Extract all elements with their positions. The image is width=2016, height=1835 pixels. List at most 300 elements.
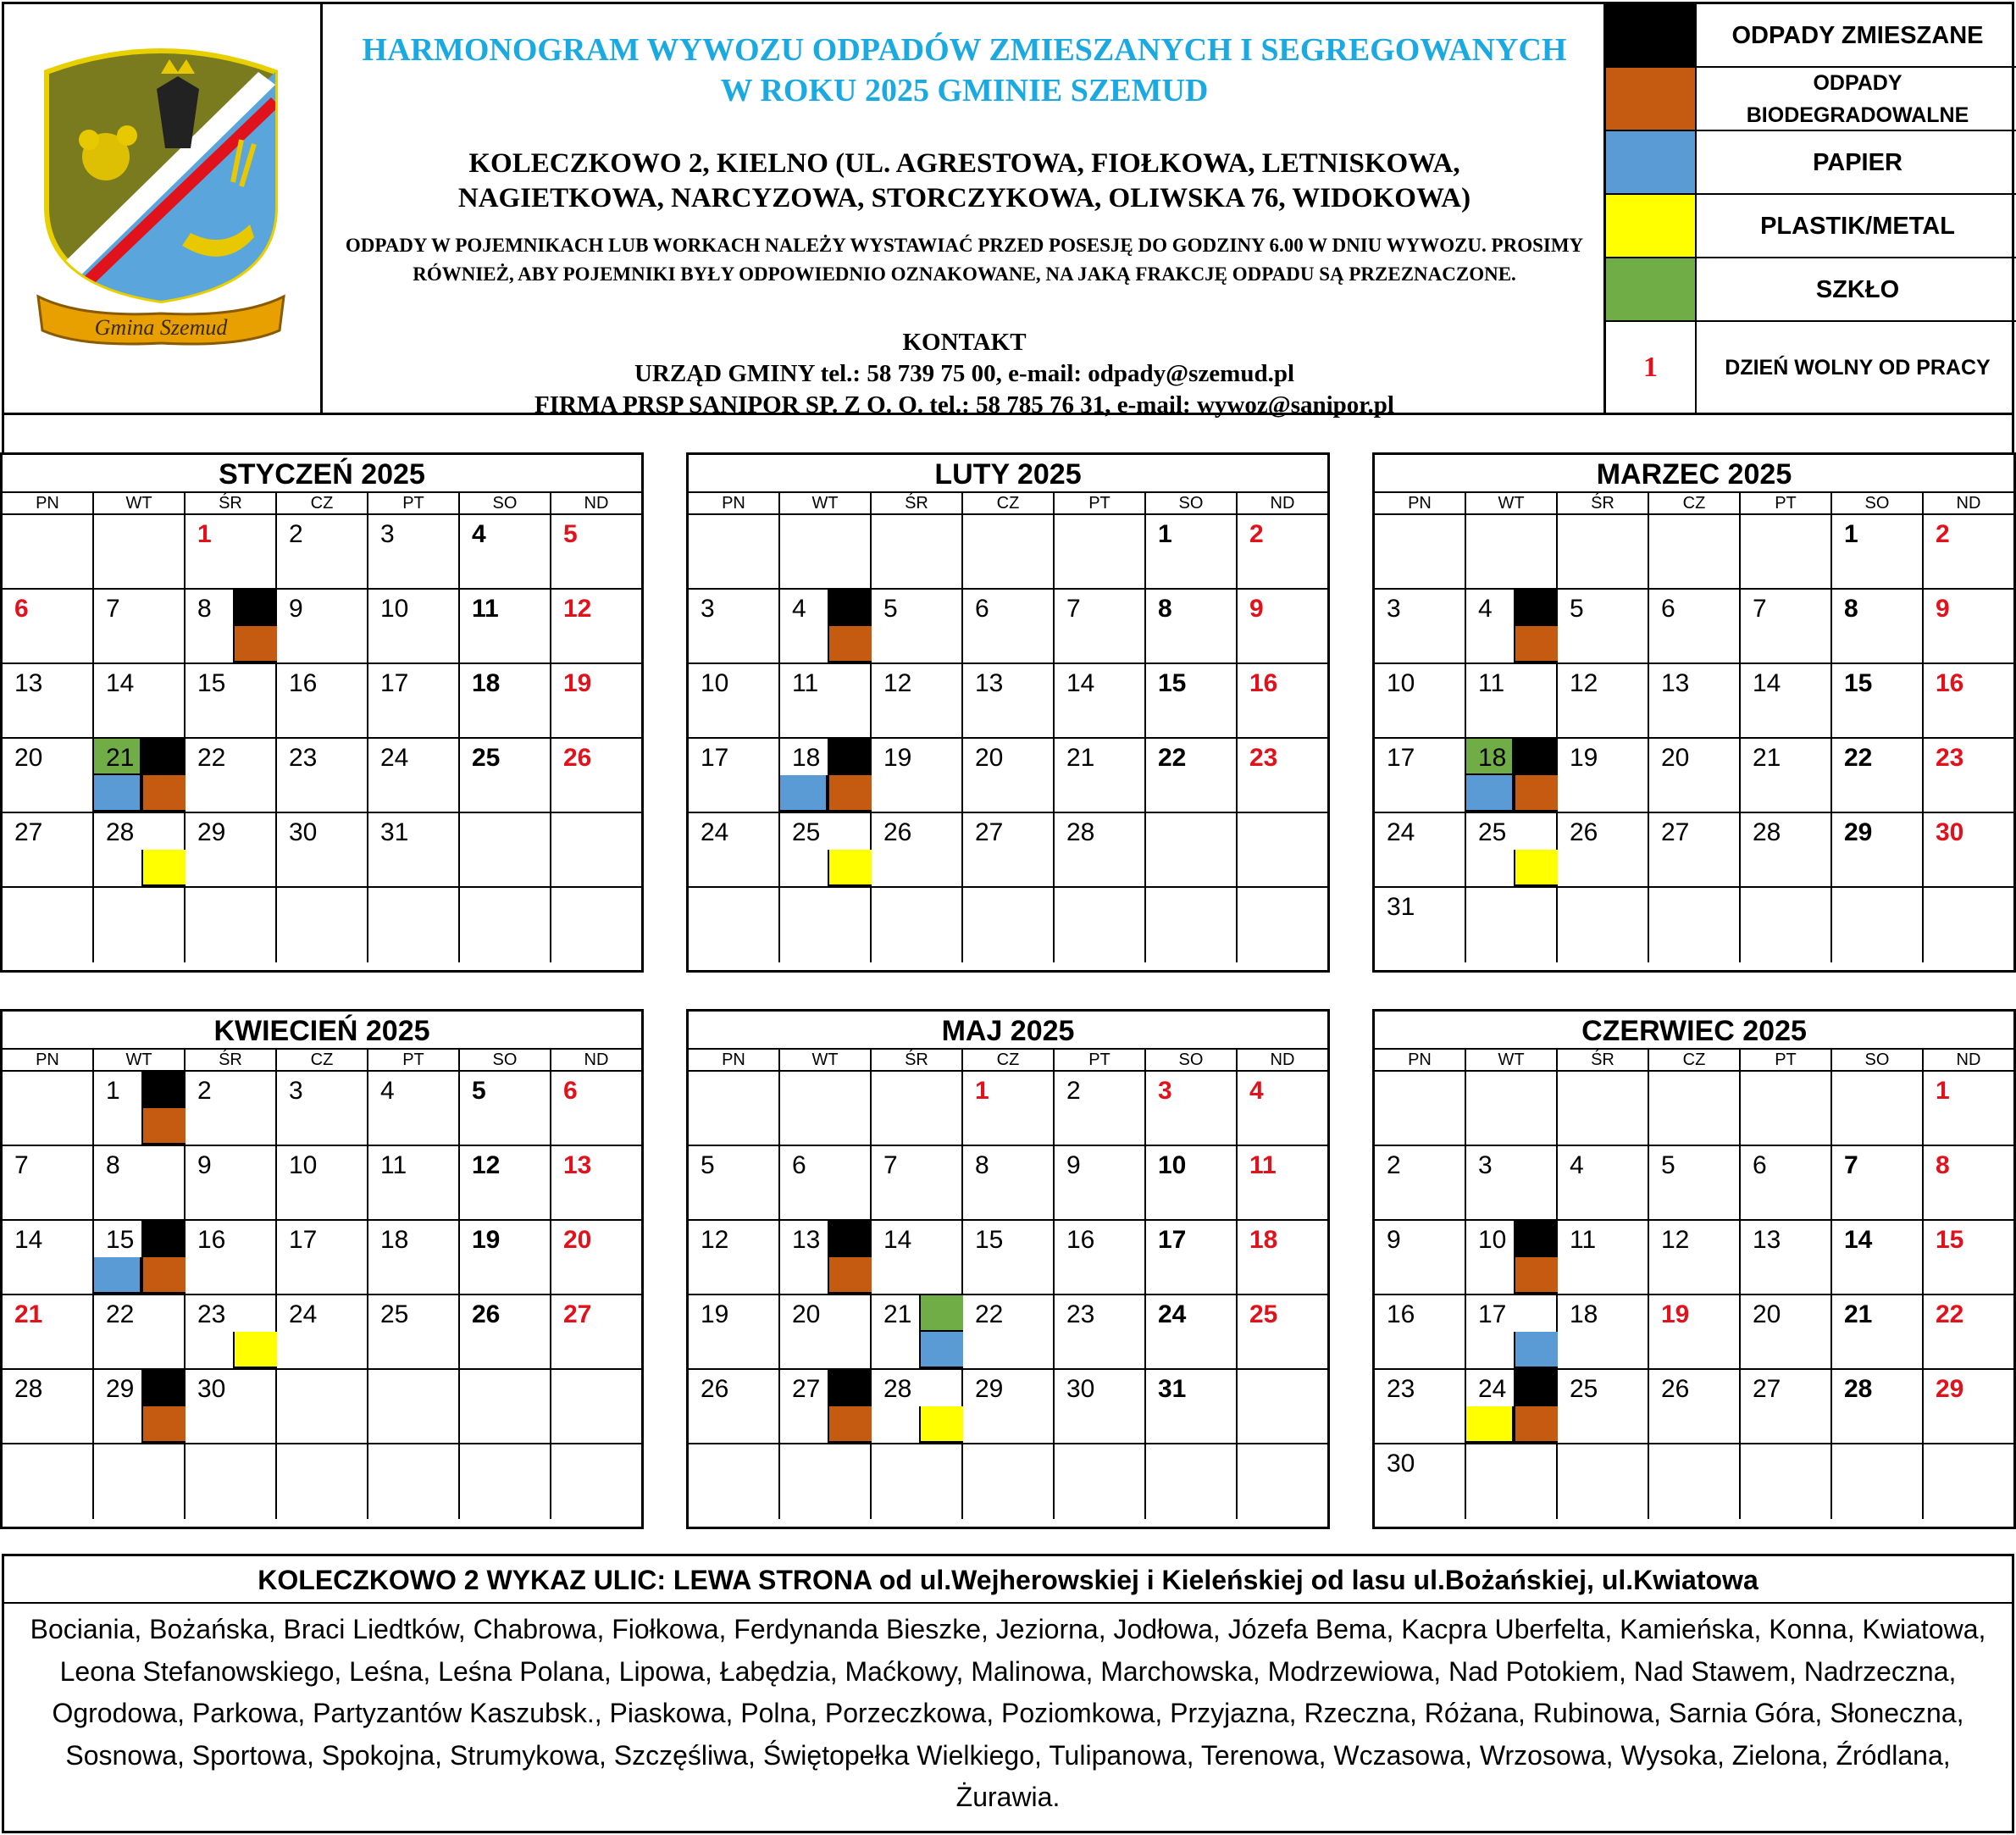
day-number: 16 bbox=[289, 669, 318, 697]
day-cell bbox=[689, 664, 780, 739]
notice-text: ODPADY W POJEMNIKACH LUB WORKACH NALEŻY WYSTAWIAĆ PRZED POSESJĘ DO GODZINY 6.00 W DNIU WYWOZU. PROSIMY RÓWNIEŻ, ABY POJEMNIKI BYŁY ODPOWIEDNIO OZNAKOWANE, NA JAKĄ FRAKCJĘ ODPADU SĄ PRZEZNACZONE. bbox=[345, 235, 1584, 285]
day-cell bbox=[1558, 1295, 1649, 1370]
day-cell bbox=[186, 1221, 277, 1295]
month-title: STYCZEŃ 2025 bbox=[3, 455, 641, 493]
day-cell bbox=[551, 1072, 641, 1146]
day-cell bbox=[1466, 1072, 1558, 1146]
day-number: 13 bbox=[14, 669, 43, 697]
weekday-label: PT bbox=[368, 493, 460, 513]
day-cell bbox=[186, 739, 277, 813]
day-cell bbox=[1238, 1370, 1327, 1444]
day-cell bbox=[277, 590, 368, 664]
day-cell bbox=[551, 590, 641, 664]
day-cell bbox=[1466, 739, 1558, 813]
day-cell bbox=[3, 813, 94, 888]
day-cell bbox=[368, 1444, 460, 1519]
day-number: 23 bbox=[1066, 1300, 1095, 1328]
day-cell bbox=[1466, 1146, 1558, 1221]
day-cell bbox=[3, 739, 94, 813]
day-number: 13 bbox=[563, 1151, 592, 1179]
day-cell bbox=[1055, 1444, 1146, 1519]
day-cell bbox=[1832, 888, 1924, 962]
day-number: 26 bbox=[883, 818, 912, 846]
day-number: 28 bbox=[883, 1375, 912, 1403]
day-cell bbox=[277, 813, 368, 888]
day-number: 28 bbox=[14, 1375, 43, 1403]
month-title: CZERWIEC 2025 bbox=[1375, 1012, 2013, 1050]
day-cell bbox=[1055, 1221, 1146, 1295]
day-number: 9 bbox=[289, 595, 303, 623]
weekday-label: WT bbox=[780, 493, 872, 513]
title-line-2: W ROKU 2025 GMINIE SZEMUD bbox=[720, 73, 1209, 108]
day-number: 21 bbox=[1844, 1300, 1873, 1328]
day-cell bbox=[1832, 1221, 1924, 1295]
address-line-1: KOLECZKOWO 2, KIELNO (UL. AGRESTOWA, FIOŁKOWA, LETNISKOWA, bbox=[468, 148, 1460, 179]
day-cell bbox=[872, 1295, 963, 1370]
day-cell bbox=[1055, 515, 1146, 590]
day-cell bbox=[1466, 1370, 1558, 1444]
day-number: 20 bbox=[563, 1226, 592, 1254]
day-cell bbox=[1375, 590, 1466, 664]
legend-label-glass: SZKŁO bbox=[1815, 275, 1900, 303]
day-cell bbox=[551, 1370, 641, 1444]
day-cell bbox=[3, 1221, 94, 1295]
day-cell bbox=[1146, 1221, 1238, 1295]
day-cell bbox=[1649, 1221, 1741, 1295]
collection-mark-bio bbox=[141, 1108, 186, 1145]
weekday-header bbox=[689, 1050, 1327, 1072]
day-number: 26 bbox=[701, 1375, 729, 1403]
day-cell bbox=[3, 1370, 94, 1444]
day-cell bbox=[1924, 1146, 2013, 1221]
day-cell bbox=[1558, 739, 1649, 813]
day-number: 21 bbox=[14, 1300, 43, 1328]
day-cell bbox=[1832, 1295, 1924, 1370]
collection-mark-bio bbox=[1514, 1257, 1558, 1294]
day-cell bbox=[1375, 1221, 1466, 1295]
day-number: 8 bbox=[975, 1151, 989, 1179]
day-cell bbox=[780, 664, 872, 739]
day-number: 3 bbox=[1478, 1151, 1493, 1179]
weekday-header bbox=[3, 493, 641, 515]
day-number: 10 bbox=[701, 669, 729, 697]
day-cell bbox=[963, 664, 1055, 739]
day-cell bbox=[3, 590, 94, 664]
day-cell bbox=[1466, 1295, 1558, 1370]
day-cell bbox=[1146, 1444, 1238, 1519]
day-cell bbox=[277, 1146, 368, 1221]
day-number: 21 bbox=[106, 744, 135, 772]
weekday-label: ŚR bbox=[186, 1050, 277, 1070]
legend-row-holiday bbox=[1606, 322, 2016, 413]
day-cell bbox=[1146, 664, 1238, 739]
day-number: 18 bbox=[1249, 1226, 1278, 1254]
day-number: 29 bbox=[1844, 818, 1873, 846]
day-number: 22 bbox=[1158, 744, 1187, 772]
street-list-title: KOLECZKOWO 2 WYKAZ ULIC: LEWA STRONA od ul.Wejherowskiej i Kieleńskiej od lasu ul.Bożańskiej, ul.Kwiatowa bbox=[4, 1556, 2012, 1604]
day-cell bbox=[1466, 664, 1558, 739]
day-cell bbox=[963, 739, 1055, 813]
day-number: 5 bbox=[883, 595, 898, 623]
day-cell bbox=[780, 739, 872, 813]
day-number: 19 bbox=[472, 1226, 501, 1254]
day-number: 9 bbox=[1249, 595, 1264, 623]
day-number: 11 bbox=[1478, 669, 1505, 697]
day-number: 11 bbox=[472, 595, 499, 623]
day-number: 31 bbox=[1387, 893, 1415, 921]
weekday-label: ND bbox=[1956, 494, 1981, 513]
calendar-march bbox=[1372, 452, 2016, 973]
day-cell bbox=[368, 739, 460, 813]
day-number: 30 bbox=[197, 1375, 226, 1403]
legend-swatch-paper bbox=[1606, 131, 1697, 193]
day-cell bbox=[1375, 888, 1466, 962]
collection-mark-mixed bbox=[828, 1370, 872, 1406]
day-cell bbox=[689, 1370, 780, 1444]
day-number: 30 bbox=[289, 818, 318, 846]
day-cell bbox=[186, 590, 277, 664]
title-line-1: HARMONOGRAM WYWOZU ODPADÓW ZMIESZANYCH I SEGREGOWANYCH bbox=[362, 32, 1567, 68]
day-cell bbox=[368, 590, 460, 664]
legend-row-glass bbox=[1606, 258, 2016, 322]
day-number: 6 bbox=[563, 1077, 578, 1105]
day-cell bbox=[551, 515, 641, 590]
collection-mark-mixed bbox=[233, 590, 277, 626]
day-cell bbox=[1924, 1072, 2013, 1146]
day-cell bbox=[277, 739, 368, 813]
day-cell bbox=[963, 1072, 1055, 1146]
day-number: 7 bbox=[106, 595, 120, 623]
day-cell bbox=[551, 1444, 641, 1519]
day-number: 3 bbox=[1158, 1077, 1172, 1105]
day-cell bbox=[1741, 1221, 1832, 1295]
month-title: KWIECIEŃ 2025 bbox=[3, 1012, 641, 1050]
day-number: 26 bbox=[1661, 1375, 1690, 1403]
day-number: 24 bbox=[1478, 1375, 1507, 1403]
day-cell bbox=[460, 813, 551, 888]
weekday-label: ND bbox=[1956, 1051, 1981, 1069]
day-number: 23 bbox=[1387, 1375, 1415, 1403]
day-cell bbox=[1741, 813, 1832, 888]
collection-mark-paper bbox=[919, 1332, 963, 1368]
day-number: 16 bbox=[197, 1226, 226, 1254]
day-number: 10 bbox=[1387, 669, 1415, 697]
day-number: 2 bbox=[1249, 520, 1264, 548]
day-number: 2 bbox=[289, 520, 303, 548]
day-cell bbox=[963, 1370, 1055, 1444]
day-cell bbox=[94, 1072, 186, 1146]
day-cell bbox=[368, 1370, 460, 1444]
weekday-label: CZ bbox=[963, 493, 1055, 513]
day-cell bbox=[1055, 1370, 1146, 1444]
legend-label-paper: PAPIER bbox=[1813, 148, 1902, 176]
day-number: 25 bbox=[1570, 1375, 1598, 1403]
day-cell bbox=[1649, 1146, 1741, 1221]
day-number: 17 bbox=[1158, 1226, 1187, 1254]
day-cell bbox=[3, 515, 94, 590]
day-cell bbox=[1558, 515, 1649, 590]
collection-mark-paper bbox=[94, 775, 141, 812]
day-cell bbox=[1146, 813, 1238, 888]
day-cell bbox=[872, 739, 963, 813]
day-cell bbox=[963, 888, 1055, 962]
day-cell bbox=[94, 664, 186, 739]
calendar-grid bbox=[3, 515, 641, 970]
day-cell bbox=[1055, 739, 1146, 813]
day-cell bbox=[1832, 590, 1924, 664]
day-number: 1 bbox=[1158, 520, 1172, 548]
day-number: 6 bbox=[14, 595, 29, 623]
day-number: 24 bbox=[1158, 1300, 1187, 1328]
day-cell bbox=[460, 1146, 551, 1221]
day-cell bbox=[1924, 1370, 2013, 1444]
day-cell bbox=[1238, 1295, 1327, 1370]
weekday-label: CZ bbox=[1649, 493, 1741, 513]
day-cell bbox=[1466, 515, 1558, 590]
day-cell bbox=[3, 1295, 94, 1370]
month-title: LUTY 2025 bbox=[689, 455, 1327, 493]
day-cell bbox=[1924, 813, 2013, 888]
day-number: 19 bbox=[1661, 1300, 1690, 1328]
day-number: 12 bbox=[1570, 669, 1598, 697]
street-list-section bbox=[2, 1554, 2014, 1833]
day-number: 8 bbox=[1844, 595, 1858, 623]
day-cell bbox=[551, 664, 641, 739]
day-cell bbox=[689, 590, 780, 664]
day-cell bbox=[1466, 1221, 1558, 1295]
day-number: 14 bbox=[1066, 669, 1095, 697]
day-cell bbox=[460, 664, 551, 739]
day-cell bbox=[1375, 1146, 1466, 1221]
collection-mark-mixed bbox=[141, 1370, 186, 1406]
day-number: 21 bbox=[883, 1300, 912, 1328]
day-cell bbox=[1238, 664, 1327, 739]
legend-swatch-mixed bbox=[1606, 4, 1697, 66]
day-cell bbox=[186, 1295, 277, 1370]
collection-mark-mixed bbox=[141, 1221, 186, 1257]
day-number: 5 bbox=[701, 1151, 715, 1179]
legend-label-plastic: PLASTIK/METAL bbox=[1760, 212, 1955, 240]
day-cell bbox=[1238, 1072, 1327, 1146]
day-cell bbox=[94, 1221, 186, 1295]
day-cell bbox=[1146, 1072, 1238, 1146]
day-cell bbox=[460, 1295, 551, 1370]
day-number: 5 bbox=[472, 1077, 486, 1105]
day-cell bbox=[1924, 739, 2013, 813]
day-cell bbox=[963, 813, 1055, 888]
day-cell bbox=[551, 1221, 641, 1295]
day-number: 19 bbox=[563, 669, 592, 697]
day-number: 7 bbox=[1844, 1151, 1858, 1179]
day-number: 3 bbox=[380, 520, 395, 548]
day-number: 6 bbox=[792, 1151, 806, 1179]
day-number: 29 bbox=[975, 1375, 1004, 1403]
day-number: 29 bbox=[197, 818, 226, 846]
day-cell bbox=[1832, 664, 1924, 739]
day-number: 6 bbox=[1661, 595, 1675, 623]
logo-banner-text: Gmina Szemud bbox=[94, 315, 228, 340]
day-cell bbox=[1649, 1444, 1741, 1519]
day-number: 18 bbox=[1478, 744, 1507, 772]
day-cell bbox=[277, 1370, 368, 1444]
day-number: 15 bbox=[106, 1226, 135, 1254]
day-number: 16 bbox=[1249, 669, 1278, 697]
day-cell bbox=[1055, 1295, 1146, 1370]
day-cell bbox=[186, 515, 277, 590]
collection-mark-paper bbox=[94, 1257, 141, 1294]
day-cell bbox=[1238, 1444, 1327, 1519]
day-cell bbox=[1146, 739, 1238, 813]
day-number: 19 bbox=[1570, 744, 1598, 772]
collection-mark-mixed bbox=[1514, 1221, 1558, 1257]
day-cell bbox=[689, 813, 780, 888]
day-number: 24 bbox=[380, 744, 409, 772]
day-number: 14 bbox=[883, 1226, 912, 1254]
day-number: 10 bbox=[1478, 1226, 1507, 1254]
collection-mark-paper bbox=[780, 775, 828, 812]
weekday-label: PN bbox=[1375, 1050, 1466, 1070]
day-cell bbox=[1055, 1072, 1146, 1146]
day-number: 16 bbox=[1387, 1300, 1415, 1328]
legend-row-paper bbox=[1606, 131, 2016, 195]
day-cell bbox=[1146, 515, 1238, 590]
day-number: 11 bbox=[792, 669, 819, 697]
day-cell bbox=[872, 888, 963, 962]
day-number: 24 bbox=[1387, 818, 1415, 846]
day-number: 22 bbox=[1844, 744, 1873, 772]
weekday-label: SO bbox=[460, 1050, 551, 1070]
day-cell bbox=[186, 664, 277, 739]
day-cell bbox=[1649, 664, 1741, 739]
day-cell bbox=[1649, 813, 1741, 888]
legend-swatch-bio bbox=[1606, 68, 1697, 130]
day-cell bbox=[689, 888, 780, 962]
day-number: 2 bbox=[1936, 520, 1950, 548]
weekday-header bbox=[1375, 1050, 2013, 1072]
day-number: 20 bbox=[1753, 1300, 1781, 1328]
day-number: 7 bbox=[1753, 595, 1767, 623]
day-cell bbox=[780, 1221, 872, 1295]
weekday-label: PN bbox=[3, 493, 94, 513]
day-number: 27 bbox=[975, 818, 1004, 846]
day-number: 25 bbox=[1249, 1300, 1278, 1328]
day-number: 1 bbox=[1844, 520, 1858, 548]
day-number: 3 bbox=[701, 595, 715, 623]
weekday-label: ND bbox=[1270, 1051, 1295, 1069]
weekday-label: PN bbox=[3, 1050, 94, 1070]
weekday-label: ŚR bbox=[872, 493, 963, 513]
day-number: 14 bbox=[14, 1226, 43, 1254]
day-cell bbox=[872, 1146, 963, 1221]
day-cell bbox=[368, 1221, 460, 1295]
day-cell bbox=[1055, 813, 1146, 888]
day-number: 19 bbox=[883, 744, 912, 772]
day-cell bbox=[1375, 813, 1466, 888]
day-number: 24 bbox=[701, 818, 729, 846]
day-number: 11 bbox=[1249, 1151, 1277, 1179]
day-number: 14 bbox=[1844, 1226, 1873, 1254]
day-number: 20 bbox=[1661, 744, 1690, 772]
day-cell bbox=[780, 1072, 872, 1146]
day-cell bbox=[460, 1370, 551, 1444]
day-cell bbox=[780, 1295, 872, 1370]
day-cell bbox=[1924, 664, 2013, 739]
day-cell bbox=[1375, 1444, 1466, 1519]
day-cell bbox=[1558, 1072, 1649, 1146]
day-number: 14 bbox=[106, 669, 135, 697]
day-number: 17 bbox=[1387, 744, 1415, 772]
day-cell bbox=[186, 1444, 277, 1519]
day-number: 28 bbox=[1844, 1375, 1873, 1403]
day-cell bbox=[368, 888, 460, 962]
weekday-label: SO bbox=[1146, 1050, 1238, 1070]
day-number: 25 bbox=[472, 744, 501, 772]
day-number: 1 bbox=[106, 1077, 120, 1105]
collection-mark-bio bbox=[1514, 1406, 1558, 1443]
collection-mark-mixed bbox=[828, 1221, 872, 1257]
day-cell bbox=[1741, 1072, 1832, 1146]
weekday-label: PT bbox=[368, 1050, 460, 1070]
day-cell bbox=[186, 1146, 277, 1221]
collection-mark-plastic bbox=[828, 850, 872, 886]
weekday-label: PN bbox=[1375, 493, 1466, 513]
day-cell bbox=[277, 664, 368, 739]
collection-mark-mixed bbox=[141, 739, 186, 775]
legend-label-mixed: ODPADY ZMIESZANE bbox=[1731, 21, 1984, 49]
day-number: 1 bbox=[975, 1077, 989, 1105]
day-cell bbox=[1924, 1221, 2013, 1295]
day-number: 15 bbox=[975, 1226, 1004, 1254]
day-number: 10 bbox=[289, 1151, 318, 1179]
day-cell bbox=[460, 888, 551, 962]
collection-mark-bio bbox=[828, 626, 872, 662]
day-cell bbox=[689, 1221, 780, 1295]
collection-mark-bio bbox=[828, 1257, 872, 1294]
weekday-label: ND bbox=[1270, 494, 1295, 513]
day-number: 12 bbox=[883, 669, 912, 697]
day-cell bbox=[551, 888, 641, 962]
day-cell bbox=[872, 1444, 963, 1519]
day-cell bbox=[1466, 813, 1558, 888]
day-number: 9 bbox=[1936, 595, 1950, 623]
day-number: 9 bbox=[1387, 1226, 1401, 1254]
day-cell bbox=[1741, 590, 1832, 664]
day-number: 5 bbox=[1661, 1151, 1675, 1179]
collection-mark-bio bbox=[828, 1406, 872, 1443]
day-number: 17 bbox=[289, 1226, 318, 1254]
day-number: 18 bbox=[380, 1226, 409, 1254]
weekday-header bbox=[689, 493, 1327, 515]
calendar-june bbox=[1372, 1009, 2016, 1529]
collection-mark-bio bbox=[1514, 626, 1558, 662]
legend-row-plastic bbox=[1606, 195, 2016, 258]
weekday-header bbox=[3, 1050, 641, 1072]
day-cell bbox=[872, 515, 963, 590]
day-number: 10 bbox=[380, 595, 409, 623]
legend-swatch-glass bbox=[1606, 258, 1697, 320]
header bbox=[2, 2, 2014, 419]
day-number: 26 bbox=[563, 744, 592, 772]
calendar-grid bbox=[689, 515, 1327, 970]
day-number: 3 bbox=[289, 1077, 303, 1105]
day-number: 13 bbox=[1753, 1226, 1781, 1254]
day-cell bbox=[460, 739, 551, 813]
day-number: 23 bbox=[1936, 744, 1964, 772]
day-cell bbox=[1558, 590, 1649, 664]
day-cell bbox=[94, 739, 186, 813]
day-number: 22 bbox=[1936, 1300, 1964, 1328]
day-number: 4 bbox=[472, 520, 486, 548]
